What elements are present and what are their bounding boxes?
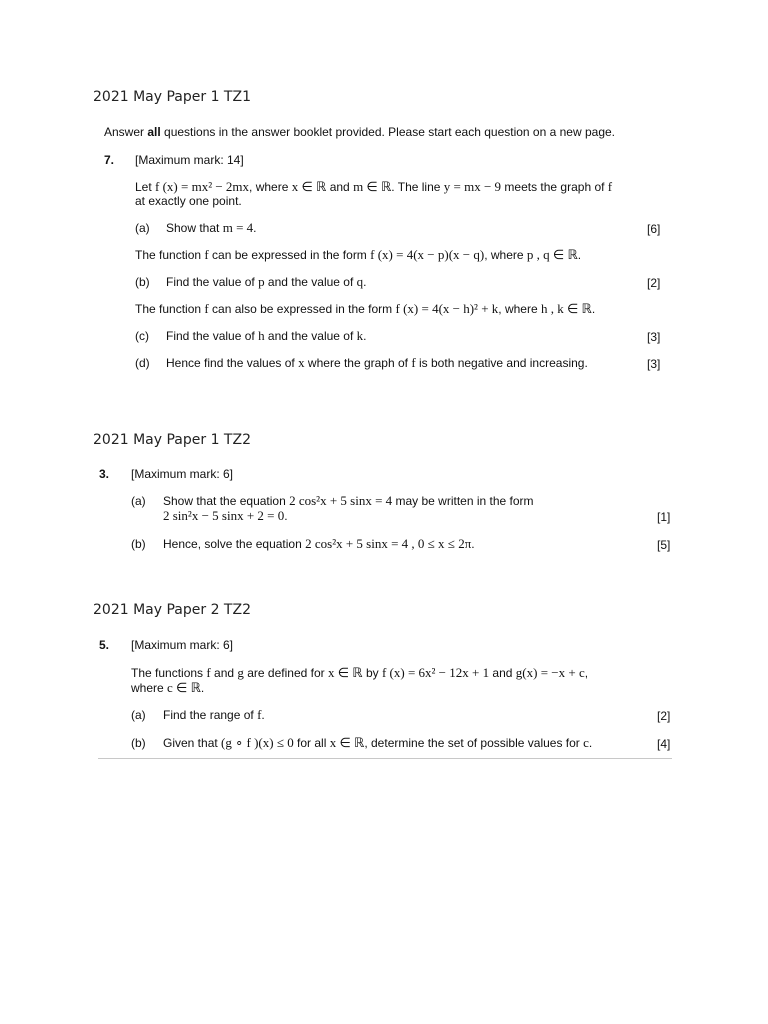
mark: [5] xyxy=(657,538,671,552)
part-label: (b) xyxy=(135,275,150,289)
question-intro-cont: where c ∈ ℝ. xyxy=(131,680,205,695)
part-b-text: Find the value of p and the value of q. xyxy=(166,274,367,289)
part-c-text: Find the value of h and the value of k. xyxy=(166,328,367,343)
section-heading-3: 2021 May Paper 2 TZ2 xyxy=(93,602,251,618)
instructions: Answer all questions in the answer booklet provided. Please start each question on a new page. xyxy=(104,125,615,139)
part-label: (a) xyxy=(131,494,146,508)
part-label: (a) xyxy=(131,708,146,722)
part-label: (b) xyxy=(131,537,146,551)
mark: [1] xyxy=(657,510,671,524)
question-number: 3. xyxy=(99,467,110,481)
mark: [3] xyxy=(647,357,661,371)
mark: [4] xyxy=(657,737,671,751)
mark: [3] xyxy=(647,330,661,344)
question-intro: Let f (x) = mx² − 2mx, where x ∈ ℝ and m ∈ ℝ. The line y = mx − 9 meets the graph of f xyxy=(135,179,613,194)
part-d-text: Hence find the values of x where the graph of f is both negative and increasing. xyxy=(166,355,588,370)
part-a-equation: 2 sin²x − 5 sinx + 2 = 0. xyxy=(163,508,288,523)
max-mark: [Maximum mark: 6] xyxy=(131,638,234,652)
section-heading-1: 2021 May Paper 1 TZ1 xyxy=(93,89,251,105)
function-statement: The function f can be expressed in the form f (x) = 4(x − p)(x − q), where p , q ∈ ℝ. xyxy=(135,247,582,262)
part-label: (c) xyxy=(135,329,149,343)
part-label: (d) xyxy=(135,356,150,370)
question-intro: The functions f and g are defined for x ∈ ℝ by f (x) = 6x² − 12x + 1 and g(x) = −x + c, xyxy=(131,665,589,680)
question-number: 7. xyxy=(104,153,115,167)
part-a-text: Show that the equation 2 cos²x + 5 sinx = 4 may be written in the form xyxy=(163,493,534,508)
part-label: (b) xyxy=(131,736,146,750)
part-label: (a) xyxy=(135,221,150,235)
question-intro-cont: at exactly one point. xyxy=(135,194,242,208)
part-a-text: Find the range of f. xyxy=(163,707,265,722)
question-number: 5. xyxy=(99,638,110,652)
section-heading-2: 2021 May Paper 1 TZ2 xyxy=(93,432,251,448)
max-mark: [Maximum mark: 6] xyxy=(131,467,234,481)
mark: [6] xyxy=(647,222,661,236)
divider xyxy=(98,758,672,759)
part-a-text: Show that m = 4. xyxy=(166,220,257,235)
max-mark: [Maximum mark: 14] xyxy=(135,153,244,167)
function-statement: The function f can also be expressed in the form f (x) = 4(x − h)² + k, where h , k ∈ ℝ. xyxy=(135,301,596,316)
part-b-text: Given that (g ∘ f )(x) ≤ 0 for all x ∈ ℝ, determine the set of possible values for c. xyxy=(163,735,593,750)
mark: [2] xyxy=(647,276,661,290)
mark: [2] xyxy=(657,709,671,723)
part-b-text: Hence, solve the equation 2 cos²x + 5 sinx = 4 , 0 ≤ x ≤ 2π. xyxy=(163,536,475,551)
